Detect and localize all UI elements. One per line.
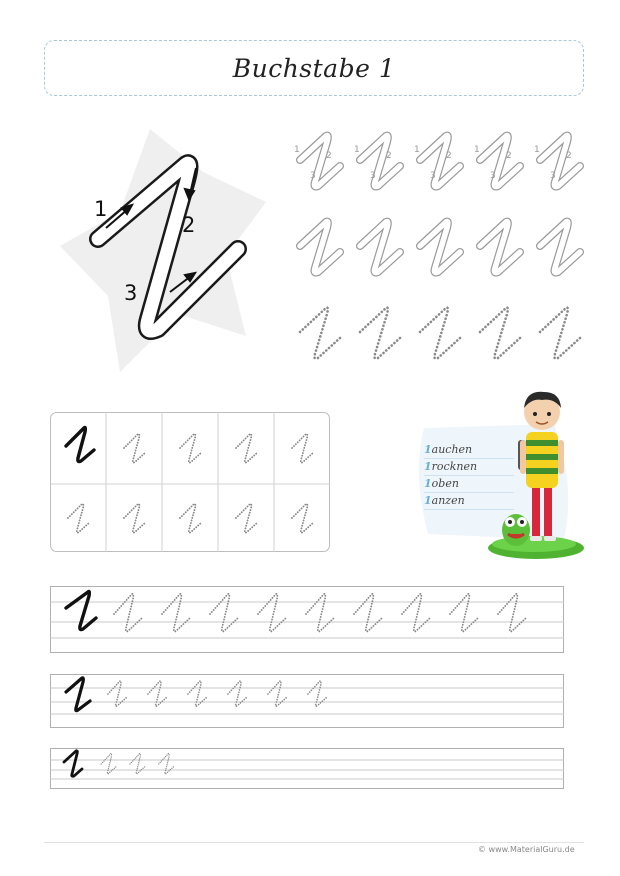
svg-text:1: 1: [294, 145, 300, 155]
word-item: 1auchen: [424, 442, 514, 459]
model-glyph: [66, 678, 90, 711]
svg-text:2: 2: [506, 151, 512, 161]
model-glyph: [64, 751, 82, 776]
stroke-number-1: 1: [94, 197, 108, 221]
practice-grid: [290, 128, 580, 368]
svg-text:3: 3: [550, 171, 556, 181]
svg-text:2: 2: [326, 151, 332, 161]
model-glyph: [66, 592, 96, 630]
practice-row-numbered: [294, 136, 580, 187]
svg-text:1: 1: [354, 145, 360, 155]
writing-row-large: [50, 587, 564, 653]
svg-text:3: 3: [490, 171, 496, 181]
monster-icon: [502, 514, 530, 546]
stroke-number-2: 2: [182, 213, 196, 237]
svg-text:1: 1: [414, 145, 420, 155]
svg-text:3: 3: [430, 171, 436, 181]
svg-text:2: 2: [386, 151, 392, 161]
practice-row-dotted: [300, 308, 580, 359]
word-item: 1rocknen: [424, 459, 514, 476]
writing-row-medium: [50, 675, 564, 728]
svg-text:3: 3: [310, 171, 316, 181]
practice-row-outline: [300, 222, 580, 273]
examples-box: [50, 412, 330, 552]
footer-copyright: © www.MaterialGuru.de: [478, 845, 575, 854]
word-item: 1anzen: [424, 493, 514, 510]
stroke-order-star: [58, 124, 273, 374]
stroke-number-3: 3: [124, 281, 138, 305]
footer-divider: [44, 842, 584, 843]
word-item: 1oben: [424, 476, 514, 493]
writing-lines: [50, 586, 565, 796]
svg-text:2: 2: [446, 151, 452, 161]
svg-text:3: 3: [370, 171, 376, 181]
title-box: [44, 40, 584, 96]
svg-text:2: 2: [566, 151, 572, 161]
page-title: Buchstabe 1: [232, 53, 396, 83]
word-list: [424, 442, 514, 510]
writing-row-small: [50, 749, 564, 789]
svg-text:1: 1: [534, 145, 540, 155]
svg-text:1: 1: [474, 145, 480, 155]
